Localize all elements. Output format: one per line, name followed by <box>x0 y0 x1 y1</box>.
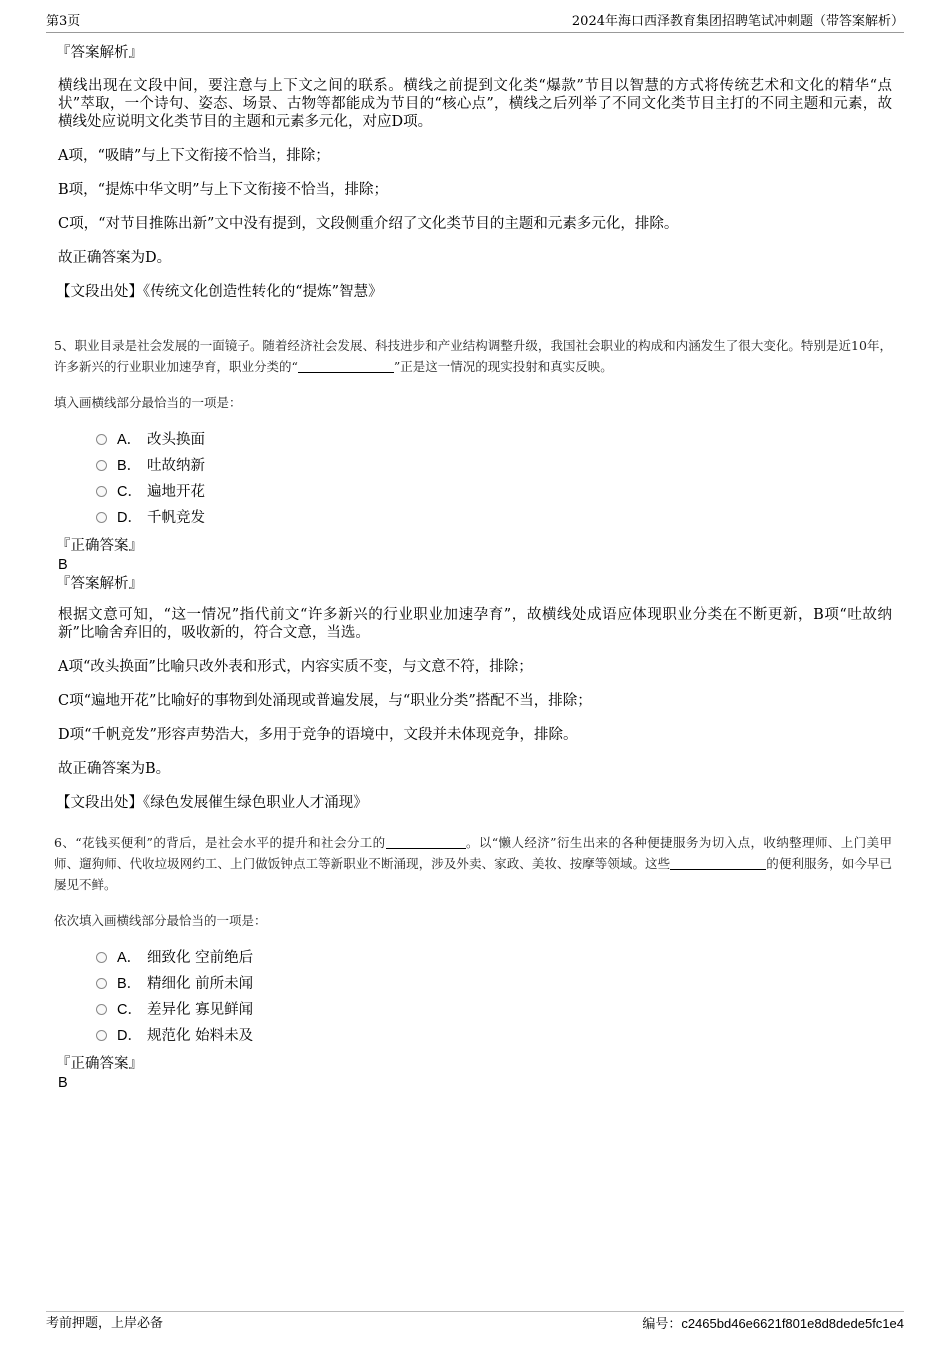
option-text: 千帆竞发 <box>147 510 205 526</box>
footer-slogan: 考前押题，上岸必备 <box>46 1316 164 1331</box>
q6-option-c[interactable] <box>96 997 892 1023</box>
q5-option-a[interactable] <box>96 427 892 453</box>
radio-button[interactable] <box>96 1004 107 1015</box>
page-content <box>54 44 892 1093</box>
q4-analysis-para: B项，“提炼中华文明”与上下文衔接不恰当，排除； <box>58 182 388 198</box>
q5-option-b[interactable] <box>96 453 892 479</box>
q5-answer-label: 『正确答案』 <box>56 538 143 554</box>
q5-option-d[interactable] <box>96 505 892 531</box>
code-label: 编号： <box>642 1317 682 1332</box>
radio-button[interactable] <box>96 486 107 497</box>
q6-option-a[interactable] <box>96 945 892 971</box>
q6-stem-part: 6、“花钱买便利”的背后，是社会水平的提升和社会分工的 <box>54 835 386 850</box>
q5-prompt: 填入画横线部分最恰当的一项是： <box>54 395 242 410</box>
option-letter: C． <box>117 1002 142 1018</box>
q4-analysis-label: 『答案解析』 <box>56 45 143 61</box>
option-letter: B． <box>117 976 142 992</box>
q4-analysis-para: A项，“吸睛”与上下文衔接不恰当，排除； <box>58 148 330 164</box>
answer-blank <box>298 358 394 373</box>
option-letter: C． <box>117 484 142 500</box>
option-letter: D． <box>117 1028 142 1044</box>
option-text: 改头换面 <box>147 432 205 448</box>
answer-blank <box>386 834 466 849</box>
q6-answer: B <box>58 1075 68 1091</box>
radio-button[interactable] <box>96 512 107 523</box>
q4-source: 【文段出处】《传统文化创造性转化的“提炼”智慧》 <box>56 284 383 300</box>
q5-option-c[interactable] <box>96 479 892 505</box>
option-text: 细致化 空前绝后 <box>147 950 254 966</box>
option-letter: A． <box>117 432 142 448</box>
q6-prompt: 依次填入画横线部分最恰当的一项是： <box>54 913 267 928</box>
q5-stem-part: ”正是这一情况的现实投射和真实反映。 <box>393 359 613 374</box>
option-text: 遍地开花 <box>147 484 205 500</box>
document-code <box>642 1314 904 1335</box>
q4-analysis-para: 故正确答案为D。 <box>58 250 172 266</box>
q6-option-d[interactable] <box>96 1023 892 1049</box>
document-title: 2024年海口西泽教育集团招聘笔试冲刺题（带答案解析） <box>571 14 904 29</box>
q6-stem-part: 的便利服务，如今早已屡见不鲜。 <box>54 856 892 892</box>
q5-source: 【文段出处】《绿色发展催生绿色职业人才涌现》 <box>56 795 368 811</box>
page-footer <box>46 1311 904 1334</box>
option-text: 吐故纳新 <box>147 458 205 474</box>
q5-analysis-para: 根据文意可知，“这一情况”指代前文“许多新兴的行业职业加速孕育”，故横线处成语应体现职业分类在不断更新，B项“吐故纳新”比喻舍弃旧的，吸收新的，符合文意，当选。 <box>58 607 892 641</box>
radio-button[interactable] <box>96 1030 107 1041</box>
q6-answer-label: 『正确答案』 <box>56 1056 143 1072</box>
page-number: 第3页 <box>46 14 81 29</box>
page-header <box>46 12 904 33</box>
q5-stem-part: 5、职业目录是社会发展的一面镜子。随着经济社会发展、科技进步和产业结构调整升级，我国社会职业的构成和内涵发生了很大变化。特别是近10年，许多新兴的行业职业加速孕育，职业分类的“ <box>54 338 892 374</box>
q6-stem-part: 。以“懒人经济”衍生出来的各种便捷服务为切入点，收纳整理师、上门美甲师、遛狗师、代收垃圾网约工、上门做饭钟点工等新职业不断涌现，涉及外卖、家政、美妆、按摩等领域。这些 <box>54 835 892 871</box>
option-text: 差异化 寡见鲜闻 <box>147 1002 254 1018</box>
q5-answer: B <box>58 557 68 573</box>
option-letter: D． <box>117 510 142 526</box>
q4-analysis-para: 横线出现在文段中间，要注意与上下文之间的联系。横线之前提到文化类“爆款”节目以智慧的方式将传统艺术和文化的精华“点状”萃取，一个诗句、姿态、场景、古物等都能成为节目的“核心点”，横线之后列举了不同文化类节目主打的不同主题和元素，故横线处应说明文化类节目的主题和元素多元化，对应D项。 <box>58 78 892 130</box>
radio-button[interactable] <box>96 978 107 989</box>
option-letter: A． <box>117 950 142 966</box>
option-letter: B． <box>117 458 142 474</box>
q4-analysis-para: C项，“对节目推陈出新”文中没有提到，文段侧重介绍了文化类节目的主题和元素多元化，排除。 <box>58 216 679 232</box>
q5-analysis-para: 故正确答案为B。 <box>58 761 171 777</box>
q6-option-b[interactable] <box>96 971 892 997</box>
q5-analysis-para: A项“改头换面”比喻只改外表和形式，内容实质不变，与文意不符，排除； <box>58 659 533 675</box>
q5-analysis-para: C项“遍地开花”比喻好的事物到处涌现或普遍发展，与“职业分类”搭配不当，排除； <box>58 693 592 709</box>
code-value: c2465bd46e6621f801e8d8dede5fc1e4 <box>681 1316 904 1331</box>
q5-analysis-label: 『答案解析』 <box>56 576 143 592</box>
q5-analysis-para: D项“千帆竞发”形容声势浩大，多用于竞争的语境中，文段并未体现竞争，排除。 <box>58 727 578 743</box>
q6-stem <box>54 832 892 895</box>
option-text: 规范化 始料未及 <box>147 1028 254 1044</box>
q5-stem <box>54 335 892 377</box>
answer-blank <box>670 855 766 870</box>
radio-button[interactable] <box>96 952 107 963</box>
radio-button[interactable] <box>96 434 107 445</box>
option-text: 精细化 前所未闻 <box>147 976 254 992</box>
radio-button[interactable] <box>96 460 107 471</box>
